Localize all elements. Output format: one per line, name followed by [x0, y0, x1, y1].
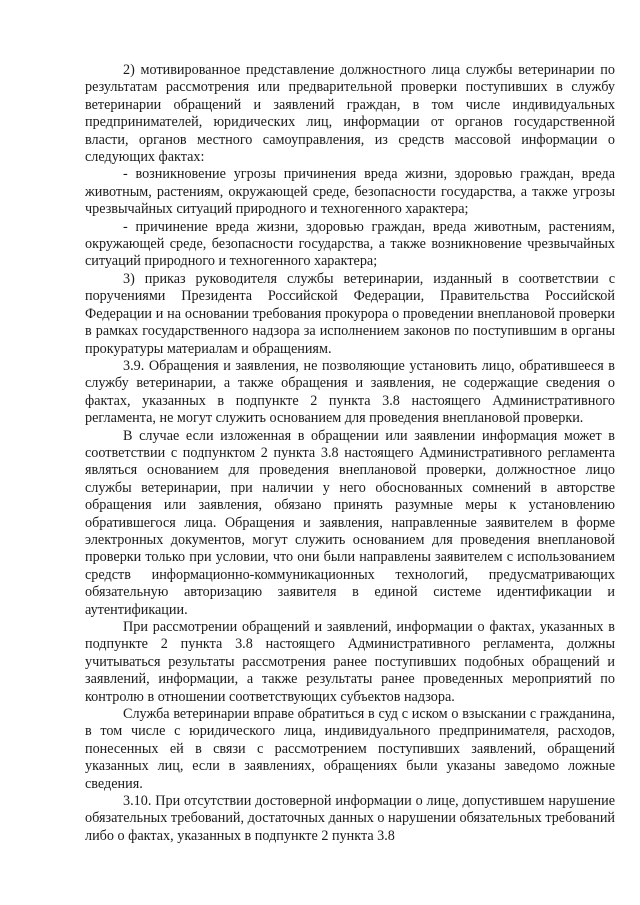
paragraph-threat-fact: - возникновение угрозы причинения вреда жизни, здоровью граждан, вреда животным, растениям, окружающей среде, безопасности государства, а также угрозы чрезвычайных ситуаций природного и техногенного характера; [85, 166, 615, 218]
paragraph-section-3-10: 3.10. При отсутствии достоверной информации о лице, допустившем нарушение обязательных требований, достаточных данных о нарушении обязательных требований либо о фактах, указанных в подпункте 2 пункта 3.8 [85, 793, 615, 844]
document-page [85, 62, 615, 845]
paragraph-item-2: 2) мотивированное представление должностного лица службы ветеринарии по результатам рассмотрения или предварительной проверки поступивших в службу ветеринарии обращений и заявлений граждан, в том числе индивидуальных предпринимателей, юридических лиц, информации от органов государственной власти, органов местного самоуправления, из средств массовой информации о следующих фактах: [85, 62, 615, 166]
paragraph-identity-verification: В случае если изложенная в обращении или заявлении информация может в соответствии с подпунктом 2 пункта 3.8 настоящего Административного регламента являться основанием для проведения внеплановой проверки, должностное лицо службы ветеринарии, при наличии у него обоснованных сомнений в авторстве обращения или заявления, обязано принять разумные меры к установлению обратившегося лица. Обращения и заявления, направленные заявителем в форме электронных документов, могут служить основанием для проведения внеплановой проверки только при условии, что они были направлены заявителем с использованием средств информационно-коммуникационных технологий, предусматривающих обязательную авторизацию заявителя в единой системе идентификации и аутентификации. [85, 427, 615, 618]
paragraph-court-claim: Служба ветеринарии вправе обратиться в суд с иском о взыскании с гражданина, в том числе с юридического лица, индивидуального предпринимателя, расходов, понесенных ей в связи с рассмотрением поступивших заявлений, обращений указанных лиц, если в заявлениях, обращениях были указаны заведомо ложные сведения. [85, 706, 615, 792]
paragraph-prior-results: При рассмотрении обращений и заявлений, информации о фактах, указанных в подпункте 2 пункта 3.8 настоящего Административного регламента, должны учитываться результаты рассмотрения ранее поступивших подобных обращений и заявлений, информации, а также результаты ранее проведенных мероприятий по контролю в отношении соответствующих субъектов надзора. [85, 619, 615, 705]
paragraph-item-3: 3) приказ руководителя службы ветеринарии, изданный в соответствии с поручениями Президента Российской Федерации, Правительства Российской Федерации и на основании требования прокурора о проведении внеплановой проверки в рамках государственного надзора за исполнением законов по поступившим в органы прокуратуры материалам и обращениям. [85, 270, 615, 357]
paragraph-section-3-9: 3.9. Обращения и заявления, не позволяющие установить лицо, обратившееся в службу ветеринарии, а также обращения и заявления, не содержащие сведения о фактах, указанных в подпункте 2 пункта 3.8 настоящего Административного регламента, не могут служить основанием для проведения внеплановой проверки. [85, 357, 615, 427]
paragraph-harm-fact: - причинение вреда жизни, здоровью граждан, вреда животным, растениям, окружающей среде, безопасности государства, а также возникновение чрезвычайных ситуаций природного и техногенного характера; [85, 218, 615, 270]
